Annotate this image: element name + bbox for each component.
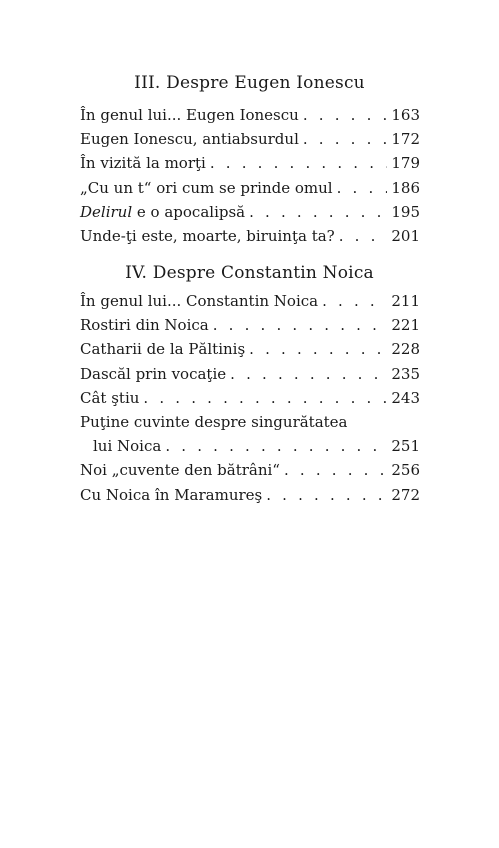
toc-entry-page: 272 [391,485,420,504]
toc-entry [80,410,420,458]
toc-entry-title [80,200,245,224]
toc-entry [80,127,420,151]
toc-entry-page: 179 [391,154,420,173]
toc-entry-title: În vizită la morţi [80,154,206,173]
toc-entry [80,176,420,200]
dot-leader [299,103,388,127]
toc-entry-page: 256 [391,461,420,480]
toc-entry-title: Unde-ţi este, moarte, biruinţa ta? [80,226,335,245]
toc-entry-title: În genul lui... Eugen Ionescu [80,106,299,124]
toc-entry [80,224,420,248]
dot-leader [280,458,387,482]
dot-leader [333,176,388,200]
toc-entry [80,289,420,313]
toc-entry-title: În genul lui... Constantin Noica [80,292,319,310]
toc-entry-title: Dascăl prin vocaţie [80,364,227,383]
dot-leader [226,362,387,386]
toc-entry-page: 172 [391,130,420,149]
toc-entry [80,200,420,224]
dot-leader [209,313,388,337]
toc-entry-page: 235 [391,364,420,383]
toc-entry-title: „Cu un t“ ori cum se prinde omul [80,178,333,197]
toc-entry-page: 163 [391,106,420,124]
section-title-constantin-noica: IV. Despre Constantin Noica [125,263,374,283]
dot-leader [161,434,387,458]
toc-section-constantin-noica [80,289,420,507]
toc-entry-title: Cu Noica în Maramureş [80,485,263,504]
toc-entry-page: 228 [391,340,420,359]
toc-entry-page: 201 [391,226,420,245]
toc-section-eugen-ionescu [80,103,420,248]
toc-entry [80,458,420,482]
toc-entry [80,103,420,127]
toc-entry [80,386,420,410]
dot-leader [245,200,387,224]
dot-leader [318,289,387,313]
dot-leader [299,127,387,151]
toc-entry-page: 211 [391,292,420,310]
section-title-eugen-ionescu: III. Despre Eugen Ionescu [134,73,365,93]
toc-entry-title: Cât ştiu [80,388,140,407]
toc-entry [80,151,420,175]
toc-entry-title-rest: e o apocalipsă [132,202,246,221]
dot-leader [262,483,387,507]
toc-entry-title: Noi „cuvente den bătrâni“ [80,461,280,480]
dot-leader [206,151,388,175]
toc-entry-page: 243 [391,388,420,407]
toc-entry-page: 251 [391,437,420,456]
toc-entry-title-italic: Delirul [80,202,133,221]
toc-entry-page: 221 [391,316,420,335]
toc-entry-page: 186 [391,178,420,197]
toc-entry-page: 195 [391,202,420,221]
toc-entry [80,362,420,386]
toc-entry-title: Catharii de la Păltiniş [80,340,246,359]
dot-leader [245,337,387,361]
toc-entry-title: Rostiri din Noica [80,316,209,335]
toc-entry-title-line1: Puţine cuvinte despre singurătatea [80,412,348,431]
toc-entry-title: Eugen Ionescu, antiabsurdul [80,130,299,149]
toc-entry [80,337,420,361]
toc-entry-title-line2: lui Noica [93,437,162,456]
dot-leader [139,386,387,410]
toc-entry [80,483,420,507]
dot-leader [335,224,388,248]
toc-entry [80,313,420,337]
